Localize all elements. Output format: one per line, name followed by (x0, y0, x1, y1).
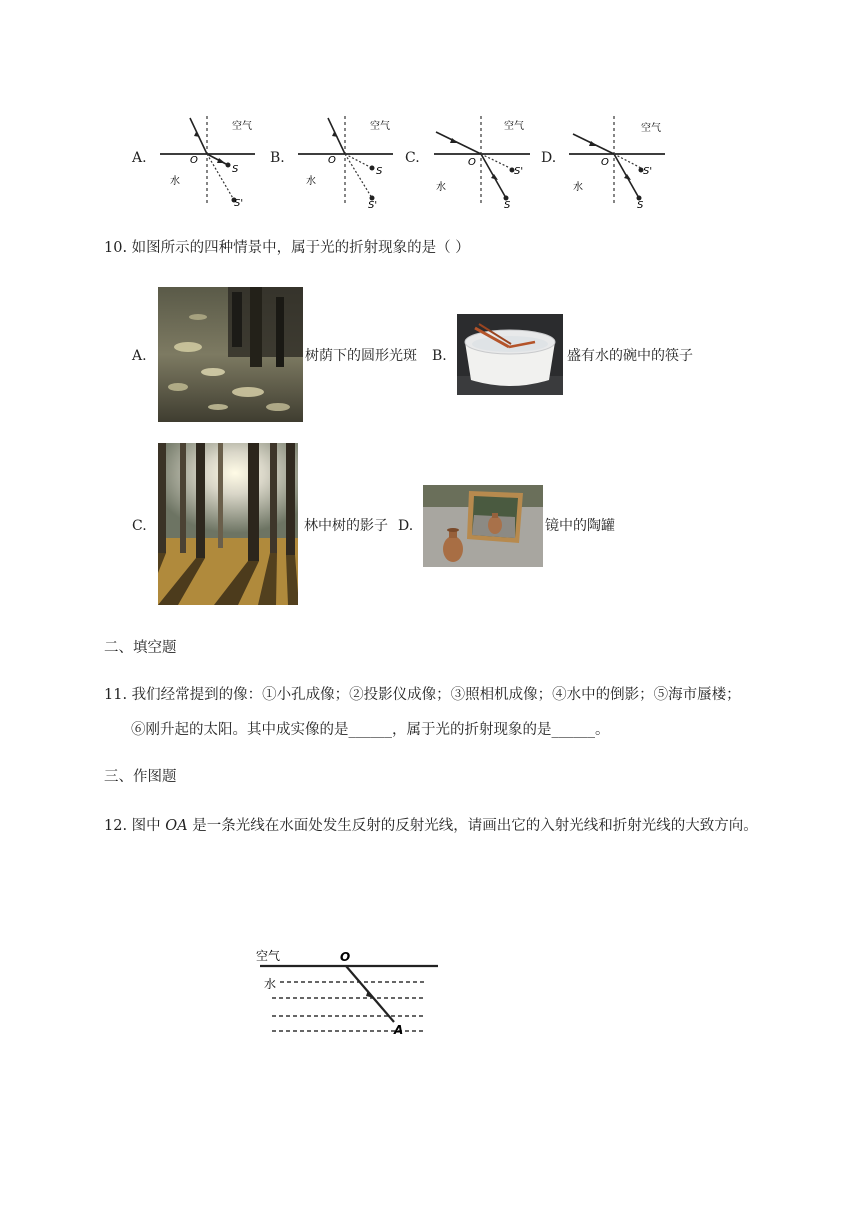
svg-text:O: O (328, 155, 336, 166)
forest-shadow-photo (158, 443, 298, 605)
svg-text:S': S' (234, 198, 244, 209)
q10-option-a-letter: A. (132, 348, 147, 364)
q10-option-c-letter: C. (132, 518, 147, 534)
q9-diagram-a (150, 112, 262, 210)
svg-text:水: 水 (436, 182, 446, 193)
svg-text:空气: 空气 (504, 121, 524, 132)
svg-text:O: O (468, 157, 476, 168)
svg-text:S: S (376, 166, 383, 177)
svg-text:O: O (190, 155, 198, 166)
q10-option-b-letter: B. (432, 348, 447, 364)
q10-option-c-caption: 林中树的影子 (304, 518, 388, 534)
svg-text:S': S' (514, 166, 524, 177)
svg-text:S': S' (643, 166, 653, 177)
q9-diagram-b (288, 112, 400, 210)
svg-text:S: S (637, 200, 644, 210)
q10-option-d-letter: D. (398, 518, 414, 534)
q10-option-b-caption: 盛有水的碗中的筷子 (567, 348, 693, 364)
option-b-letter: B. (270, 150, 285, 166)
svg-text:空气: 空气 (370, 121, 390, 132)
q11-line2: ⑥刚升起的太阳。其中成实像的是______，属于光的折射现象的是______。 (131, 722, 610, 738)
svg-text:S: S (232, 164, 239, 175)
svg-text:O: O (601, 157, 609, 168)
mirror-jar-photo (423, 485, 543, 567)
option-a-letter: A. (132, 150, 147, 166)
point-a-label: A (394, 1023, 404, 1037)
svg-text:S': S' (368, 200, 378, 210)
air-label: 空气 (256, 949, 281, 963)
q12-stem: 12. 图中 OA 是一条光线在水面处发生反射的反射光线，请画出它的入射光线和折射光线的大致方向。 (104, 818, 758, 834)
q12-figure (250, 942, 442, 1038)
q9-diagram-c (428, 112, 540, 210)
section-drawing-heading: 三、作图题 (104, 769, 177, 785)
svg-text:S: S (504, 200, 511, 210)
q9-diagram-d (563, 112, 675, 210)
q11-line1: 11. 我们经常提到的像：①小孔成像；②投影仪成像；③照相机成像；④水中的倒影；⑤海市蜃楼； (104, 687, 741, 703)
q10-stem: 10. 如图所示的四种情景中，属于光的折射现象的是（ ） (104, 240, 470, 256)
water-label: 水 (264, 977, 277, 991)
chopsticks-bowl-photo (457, 314, 563, 395)
air-label: 空气 (232, 121, 252, 132)
svg-text:水: 水 (573, 182, 583, 193)
svg-text:水: 水 (306, 176, 316, 187)
option-d-letter: D. (541, 150, 557, 166)
q10-option-a-caption: 树荫下的圆形光斑 (305, 348, 417, 364)
section-fill-blank-heading: 二、填空题 (104, 640, 177, 656)
point-o-label: O (340, 950, 351, 964)
q10-option-d-caption: 镜中的陶罐 (545, 518, 615, 534)
water-label: 水 (170, 176, 180, 187)
svg-text:空气: 空气 (641, 123, 661, 134)
tree-shade-photo (158, 287, 303, 422)
option-c-letter: C. (405, 150, 420, 166)
